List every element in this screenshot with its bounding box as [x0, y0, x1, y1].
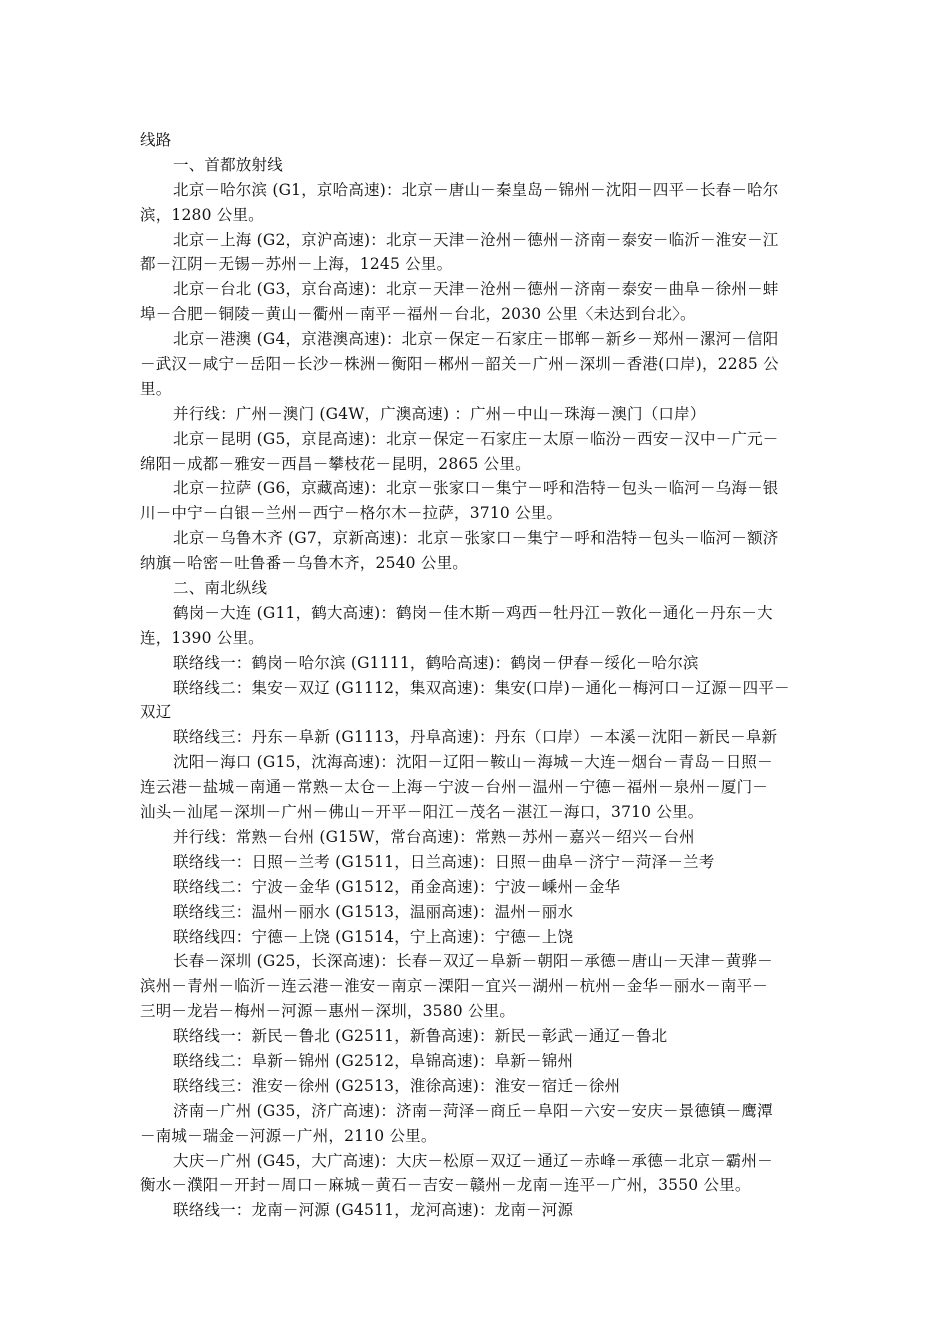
text-line: 鹤岗－大连 (G11，鹤大高速)：鹤岗－佳木斯－鸡西－牡丹江－敦化－通化－丹东－大 — [173, 603, 773, 622]
text-line: 绵阳－成都－雅安－西昌－攀枝花－昆明，2865 公里。 — [140, 454, 531, 473]
text-line: 联络线一：日照－兰考 (G1511，日兰高速)：日照－曲阜－济宁－菏泽－兰考 — [173, 852, 715, 871]
text-line: 川－中宁－白银－兰州－西宁－格尔木－拉萨，3710 公里。 — [140, 504, 563, 523]
text-line: 济南－广州 (G35，济广高速)：济南－菏泽－商丘－阜阳－六安－安庆－景德镇－鹰潭 — [173, 1101, 773, 1120]
text-line: 联络线一：鹤岗－哈尔滨 (G1111，鹤哈高速)：鹤岗－伊春－绥化－哈尔滨 — [173, 653, 699, 672]
text-line: 三明－龙岩－梅州－河源－惠州－深圳，3580 公里。 — [140, 1002, 516, 1021]
text-line: 连，1390 公里。 — [140, 628, 264, 647]
text-line: 沈阳－海口 (G15，沈海高速)：沈阳－辽阳－鞍山－海城－大连－烟台－青岛－日照－ — [173, 753, 773, 772]
text-line: 都－江阴－无锡－苏州－上海，1245 公里。 — [140, 255, 453, 274]
text-line: 纳旗－哈密－吐鲁番－乌鲁木齐，2540 公里。 — [140, 554, 468, 573]
document-heading: 线路 — [140, 131, 172, 149]
text-line: 滨州－青州－临沂－连云港－淮安－南京－溧阳－宜兴－湖州－杭州－金华－丽水－南平－ — [140, 977, 769, 996]
text-line: 联络线一：新民－鲁北 (G2511，新鲁高速)：新民－彰武－通辽－鲁北 — [173, 1027, 668, 1046]
text-line: 联络线三：丹东－阜新 (G1113，丹阜高速)：丹东（口岸）－本溪－沈阳－新民－阜新 — [173, 728, 778, 747]
text-line: 联络线二：阜新－锦州 (G2512，阜锦高速)：阜新－锦州 — [173, 1051, 574, 1070]
text-line: 衡水－濮阳－开封－周口－麻城－黄石－吉安－赣州－龙南－连平－广州，3550 公里。 — [140, 1176, 751, 1195]
text-line: －南城－瑞金－河源－广州，2110 公里。 — [140, 1126, 437, 1145]
text-line: 联络线一：龙南－河源 (G4511，龙河高速)：龙南－河源 — [173, 1201, 574, 1220]
text-line: 联络线三：温州－丽水 (G1513，温丽高速)：温州－丽水 — [173, 902, 574, 921]
text-line: 北京－拉萨 (G6，京藏高速)：北京－张家口－集宁－呼和浩特－包头－临河－乌海－银 — [173, 479, 779, 498]
text-line: －武汉－咸宁－岳阳－长沙－株洲－衡阳－郴州－韶关－广州－深圳－香港(口岸)，2285 公 — [140, 355, 779, 374]
text-line: 北京－乌鲁木齐 (G7，京新高速)：北京－张家口－集宁－呼和浩特－包头－临河－额济 — [173, 529, 779, 548]
text-line: 联络线二：集安－双辽 (G1112，集双高速)：集安(口岸)－通化－梅河口－辽源－四平－ — [173, 678, 790, 697]
text-line: 北京－哈尔滨 (G1，京哈高速)：北京－唐山－秦皇岛－锦州－沈阳－四平－长春－哈尔 — [173, 180, 779, 199]
text-line: 双辽 — [140, 703, 172, 722]
text-line: 并行线：常熟－台州 (G15W，常台高速)：常熟－苏州－嘉兴－绍兴－台州 — [173, 827, 695, 846]
text-line: 北京－台北 (G3，京台高速)：北京－天津－沧州－德州－济南－泰安－曲阜－徐州－蚌 — [173, 280, 779, 299]
text-line: 北京－港澳 (G4，京港澳高速)：北京－保定－石家庄－邯郸－新乡－郑州－漯河－信阳 — [173, 330, 779, 349]
text-line: 汕头－汕尾－深圳－广州－佛山－开平－阳江－茂名－湛江－海口，3710 公里。 — [140, 803, 704, 822]
text-line: 联络线三：淮安－徐州 (G2513，淮徐高速)：淮安－宿迁－徐州 — [173, 1076, 621, 1095]
text-line: 北京－上海 (G2，京沪高速)：北京－天津－沧州－德州－济南－泰安－临沂－淮安－江 — [173, 230, 779, 249]
text-line: 二、南北纵线 — [173, 579, 268, 598]
text-line: 并行线：广州－澳门 (G4W，广澳高速) ：广州－中山－珠海－澳门（口岸） — [173, 404, 706, 423]
text-line: 长春－深圳 (G25，长深高速)：长春－双辽－阜新－朝阳－承德－唐山－天津－黄骅－ — [173, 952, 773, 971]
text-line: 里。 — [140, 379, 172, 398]
text-line: 连云港－盐城－南通－常熟－太仓－上海－宁波－台州－温州－宁德－福州－泉州－厦门－ — [140, 778, 769, 797]
text-line: 北京－昆明 (G5，京昆高速)：北京－保定－石家庄－太原－临汾－西安－汉中－广元－ — [173, 429, 779, 448]
text-line: 埠－合肥－铜陵－黄山－衢州－南平－福州－台北，2030 公里〈未达到台北〉。 — [140, 305, 696, 324]
text-line: 滨，1280 公里。 — [140, 205, 264, 224]
text-line: 大庆－广州 (G45，大广高速)：大庆－松原－双辽－通辽－赤峰－承德－北京－霸州－ — [173, 1151, 773, 1170]
text-line: 联络线四：宁德－上饶 (G1514，宁上高速)：宁德－上饶 — [173, 927, 574, 946]
text-line: 一、首都放射线 — [173, 155, 283, 174]
document-body — [140, 128, 812, 1223]
text-line: 联络线二：宁波－金华 (G1512，甬金高速)：宁波－嵊州－金华 — [173, 877, 621, 896]
